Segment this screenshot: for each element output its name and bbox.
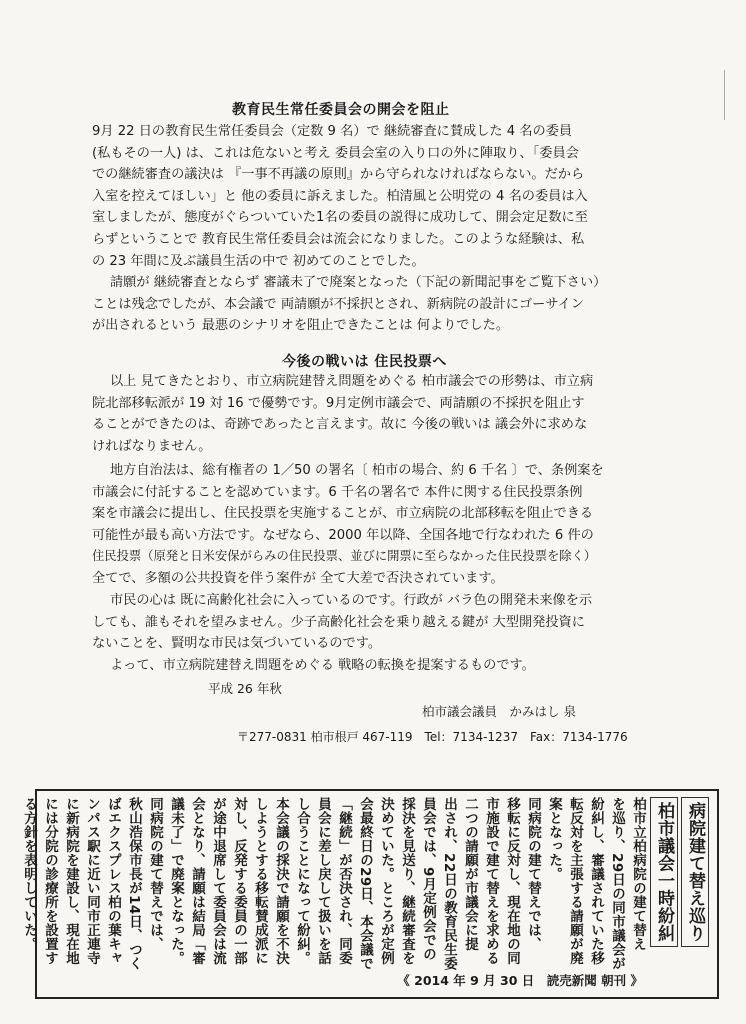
- text-line: 全てで、多額の公共投資を伴う案件が 全て大差で否決されています。: [92, 570, 504, 586]
- signature-address: 〒277-0831 柏市根戸 467-119 Tel：7134-1237 Fax：7134-1776: [237, 730, 628, 744]
- text-line: が出されるという 最悪のシナリオを阻止できたことは 何よりでした。: [92, 318, 510, 334]
- text-line: ることができたのは、奇跡であったと言えます。故に 今後の戦いは 議会外に求めな: [92, 417, 588, 433]
- text-line: 請願が 継続審査とならず 審議未了で廃案となった（下記の新聞記事をご覧下さい）: [110, 275, 607, 290]
- clipping-column: 移転に反対し、現在地の同: [504, 797, 520, 965]
- clipping-column: 二つの請願が市議会に提: [462, 797, 478, 951]
- text-line: 以上 見てきたとおり、市立病院建替え問題をめぐる 柏市議会での形勢は、市立病: [110, 374, 594, 389]
- newspaper-clipping: [21, 789, 719, 999]
- clipping-column: 出され、22日の教育民生委: [441, 797, 457, 971]
- text-line: よって、市立病院建替え問題をめぐる 戦略の転換を提案するものです。: [110, 658, 535, 673]
- clipping-columns: [20, 797, 709, 971]
- section2-paragraph3: [92, 590, 674, 655]
- text-line: 住民投票（原発と日米安保がらみの住民投票、並びに開票に至らなかった住民投票を除く）: [92, 549, 597, 564]
- clipping-column: が途中退席して委員会は流: [210, 797, 226, 965]
- clipping-column: には分院の診療所を設置す: [42, 797, 58, 965]
- clipping-column: 転反対を主張する請願が廃: [567, 797, 583, 965]
- clipping-column: に新病院を建設し、現在地: [63, 797, 79, 965]
- clipping-column: 柏市立柏病院の建て替え: [630, 797, 646, 951]
- section2-heading: 今後の戦いは 住民投票へ: [282, 354, 447, 370]
- clipping-column: 会となり、請願は結局「審: [189, 797, 205, 965]
- clipping-column: 議未了」で廃案となった。: [168, 797, 184, 965]
- text-line: ないことを、賢明な市民は気づいているのです。: [92, 636, 382, 652]
- text-line: しても、誰もそれを望みません。少子高齢化社会を乗り越える鍵が 大型開発投資に: [92, 614, 585, 630]
- clipping-column: ばエクスプレス柏の葉キャ: [105, 797, 121, 965]
- text-line: での継続審査の議決は 『一事不再議の原則』から守られなければならない。だから: [92, 167, 585, 183]
- text-line: 可能性が最も高い方法です。なぜなら、2000 年以降、全国各地で行なわれた 6 件の: [92, 527, 594, 543]
- text-line: 市議会に付託することを認めています。6 千名の署名で 本件に関する住民投票条例: [92, 484, 583, 500]
- clipping-column: 本会議の採決で請願を不決: [273, 797, 289, 965]
- clipping-column: 員会では、9月定例会での: [420, 797, 436, 961]
- clipping-column: を巡り、29日の同市議会が: [609, 797, 625, 971]
- section2-paragraph1: [92, 371, 674, 457]
- clipping-subheadline: 柏市議会一時紛糾: [650, 797, 678, 947]
- text-line: の 23 年間に及ぶ議員生活の中で 初めてのことでした。: [92, 253, 425, 269]
- margin-mark: [724, 70, 729, 120]
- text-line: 入室を控えてほしい」と 他の委員に訴えました。柏清風と公明党の 4 名の委員は入: [92, 188, 588, 204]
- text-line: 室しましたが、態度がぐらついていた1名の委員の説得に成功して、開会定足数に至: [92, 210, 588, 226]
- section1-paragraph2: [92, 272, 692, 337]
- clipping-column: 案となった。: [546, 797, 562, 881]
- section2-paragraph4: [92, 655, 674, 677]
- clipping-column: ンパス駅に近い同市正連寺: [84, 797, 100, 965]
- clipping-column: 採決を見送り、継続審査を: [399, 797, 415, 965]
- section1-heading: 教育民生常任委員会の開会を阻止: [232, 102, 450, 118]
- text-line: 9月 22 日の教育民生常任委員会（定数 9 名）で 継続審査に賛成した 4 名の委員: [92, 124, 573, 139]
- clipping-column: 員会に差し戻して扱いを話: [315, 797, 331, 965]
- clipping-column: る方針を表明していた。: [21, 797, 37, 951]
- clipping-column: 同病院の建て替えでは、: [525, 797, 541, 951]
- signature-date: 平成 26 年秋: [208, 681, 282, 696]
- section2-paragraph2: [92, 460, 674, 590]
- text-line: (私もその一人) は、これは危ないと考え 委員会室の入り口の外に陣取り、「委員会: [92, 145, 579, 161]
- text-line: 院北部移転派が 19 対 16 で優勢です。9月定例市議会で、両請願の不採択を阻止す: [92, 395, 585, 411]
- text-line: 地方自治法は、総有権者の 1／50 の署名〔 柏市の場合、約 6 千名 〕で、条例案を: [110, 463, 604, 478]
- clipping-column: し合うことになって紛糾。: [294, 797, 310, 965]
- clipping-column: 同病院の建て替えでは、: [147, 797, 163, 951]
- clipping-column: 市施設で建て替えを求める: [483, 797, 499, 965]
- text-line: 案を市議会に提出し、住民投票を実施することが、市立病院の北部移転を阻止できる: [92, 506, 594, 522]
- clipping-column: 「継続」が否決され、同委: [336, 797, 352, 965]
- clipping-column: 会最終日の29日、本会議で: [357, 797, 373, 971]
- text-line: らずということで 教育民生常任委員会は流会になりました。このような経験は、私: [92, 231, 585, 247]
- clipping-headline: 病院建て替え巡り: [681, 797, 709, 947]
- text-line: 市民の心は 既に高齢化社会に入っているのです。行政が バラ色の開発未来像を示: [110, 593, 593, 608]
- section1-paragraph1: [92, 121, 674, 272]
- clipping-column: 決めていた。ところが定例: [378, 797, 394, 965]
- clipping-column: しようとする移転賛成派に: [252, 797, 268, 965]
- text-line: ことは残念でしたが、本会議で 両請願が不採択とされ、新病院の設計にゴーサイン: [92, 296, 584, 312]
- clipping-column: 紛糾し、審議されていた移: [588, 797, 604, 965]
- clipping-column: 秋山浩保市長が14日、つく: [126, 797, 142, 971]
- signature-name: 柏市議会議員 かみはし 泉: [422, 704, 576, 719]
- clipping-caption: 《 2014 年 9 月 30 日 読売新聞 朝刊 》: [397, 973, 643, 988]
- text-line: ければなりません。: [92, 438, 212, 454]
- clipping-column: 対し、反発する委員の一部: [231, 797, 247, 965]
